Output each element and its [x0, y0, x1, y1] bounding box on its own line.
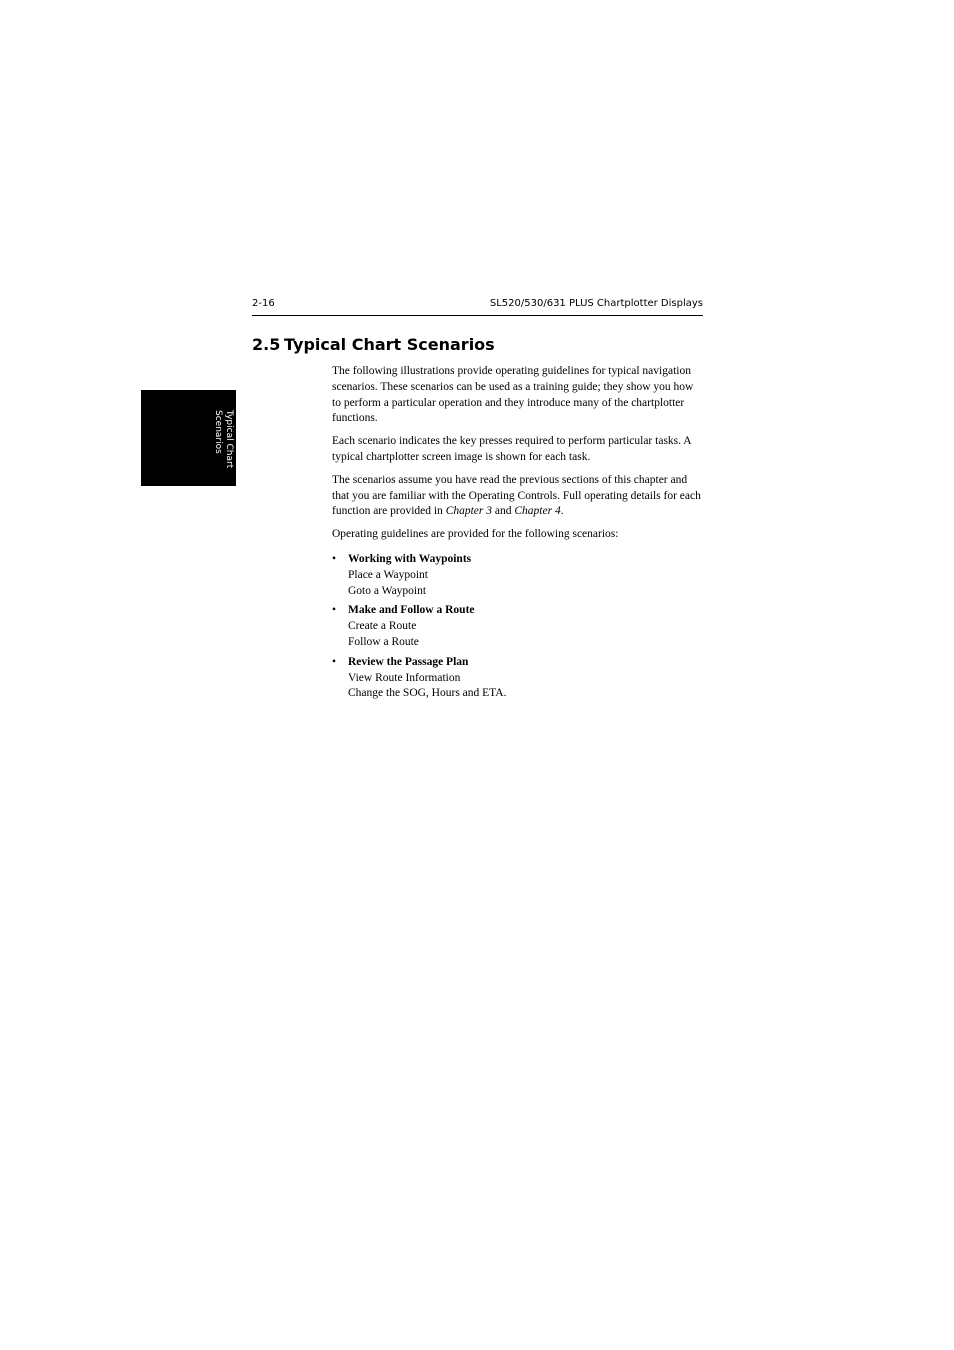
- chapter-4-reference: Chapter 4: [514, 505, 561, 518]
- key-press-paragraph: Each scenario indicates the key presses required to perform particular tasks. A typical chartplotter screen image is shown for each task.: [332, 435, 691, 463]
- page-number: 2-16: [252, 298, 275, 309]
- intro-paragraph: The following illustrations provide operating guidelines for typical navigation scenarios. These scenarios can be used as a training guide; they show you how to perform a particular operation and they introduce many of the chartplotter functions.: [332, 365, 694, 425]
- and-text: and: [492, 505, 515, 518]
- document-title: SL520/530/631 PLUS Chartplotter Displays: [489, 298, 703, 309]
- page-header: [252, 297, 703, 316]
- bullet-icon: •: [332, 552, 337, 565]
- scenario-title: Review the Passage Plan: [348, 655, 469, 668]
- section-number: 2.5: [252, 335, 281, 354]
- bullet-icon: •: [332, 604, 337, 617]
- list-item: [332, 655, 702, 702]
- chapter-3-reference: Chapter 3: [445, 505, 493, 518]
- section-title: Typical Chart Scenarios: [284, 335, 495, 354]
- body-text: [332, 364, 702, 706]
- scenario-title: Working with Waypoints: [348, 552, 472, 565]
- scenario-step: Change the SOG, Hours and ETA.: [348, 687, 507, 700]
- scenario-list: [332, 552, 702, 702]
- scenario-step: Follow a Route: [348, 635, 419, 648]
- scenarios-intro: Operating guidelines are provided for the following scenarios:: [332, 528, 619, 541]
- bullet-icon: •: [332, 655, 337, 668]
- period-text: .: [560, 505, 564, 518]
- scenario-step: Goto a Waypoint: [348, 584, 427, 597]
- assumptions-paragraph: [332, 473, 702, 520]
- assumptions-text: The scenarios assume you have read the previous sections of this chapter and that you are familiar with the Operating Controls. Full operating details for each function are provided in: [332, 473, 701, 518]
- scenario-step: Place a Waypoint: [348, 568, 428, 581]
- scenario-step: View Route Information: [348, 671, 461, 684]
- scenario-title: Make and Follow a Route: [348, 604, 475, 617]
- side-tab-line-2: Scenarios: [213, 410, 223, 454]
- scenario-step: Create a Route: [348, 620, 417, 633]
- side-tab-line-1: Typical Chart: [224, 410, 234, 469]
- list-item: [332, 603, 702, 650]
- side-tab-label: [210, 410, 234, 468]
- list-item: [332, 552, 702, 599]
- section-heading: [252, 334, 495, 356]
